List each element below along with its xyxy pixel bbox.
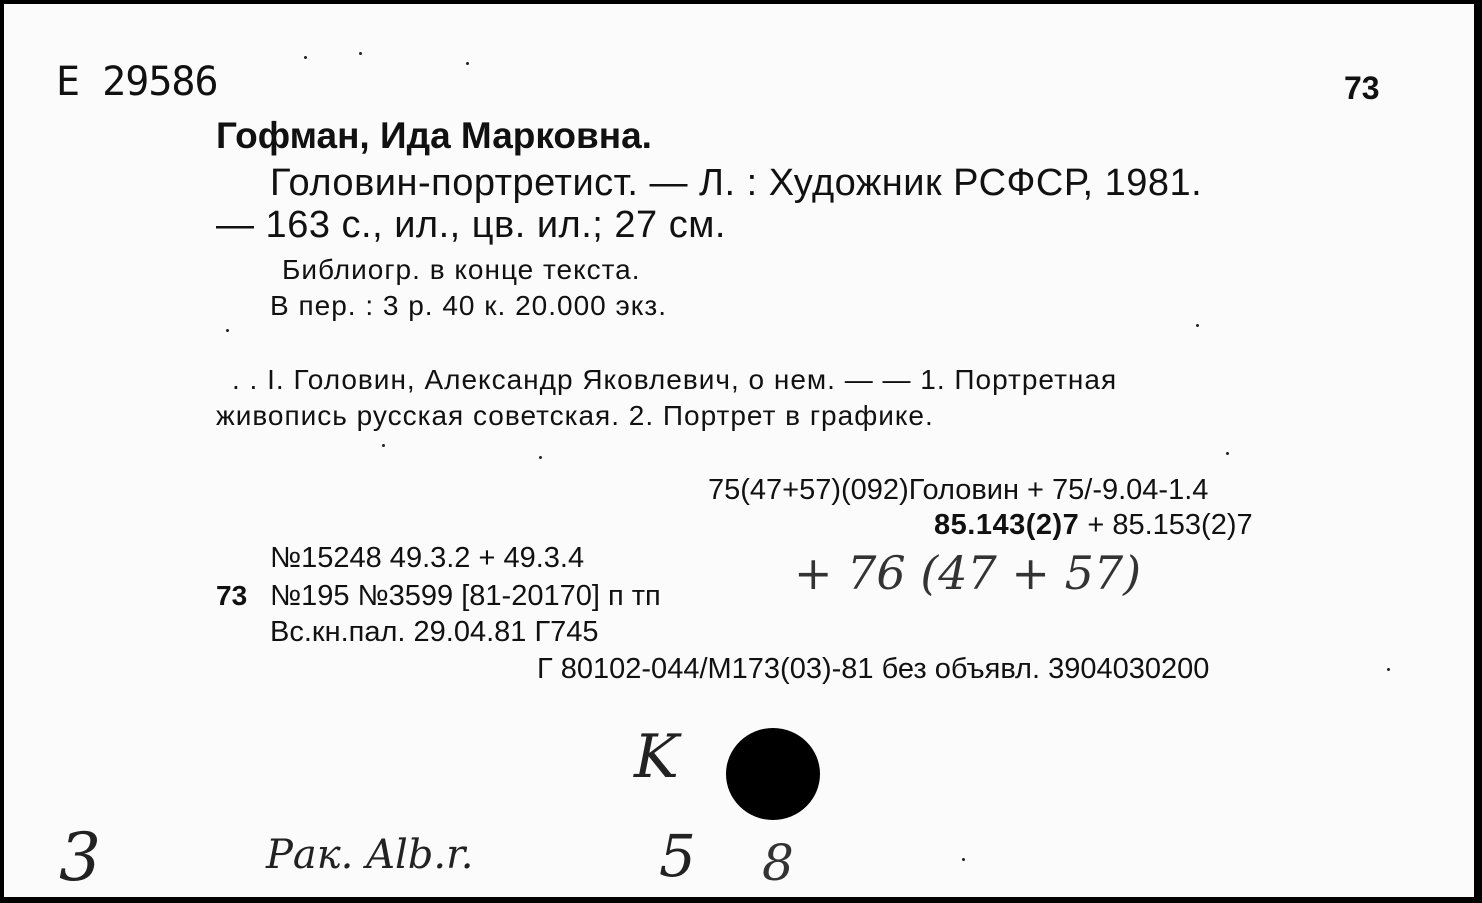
speck bbox=[1196, 324, 1199, 327]
speck bbox=[1226, 452, 1229, 455]
classification-line-1: 75(47+57)(092)Головин + 75/-9.04-1.4 bbox=[708, 474, 1209, 506]
side-number-73: 73 bbox=[216, 580, 248, 611]
bibliography-note: Библиогр. в конце текста. bbox=[282, 254, 641, 285]
index-line: Г 80102-044/М173(03)-81 без объявл. 3904030200 bbox=[537, 653, 1210, 685]
classification-bold-code: 85.143(2)7 bbox=[934, 509, 1080, 541]
speck bbox=[539, 456, 542, 459]
handwritten-number-8: 8 bbox=[762, 834, 794, 892]
author-heading: Гофман, Ида Марковна. bbox=[216, 115, 652, 156]
subjects-line-1: . . I. Головин, Александр Яковлевич, о нем. — — 1. Портретная bbox=[232, 364, 1118, 395]
accession-line-1: №15248 49.3.2 + 49.3.4 bbox=[270, 542, 585, 574]
catalog-card bbox=[4, 4, 1474, 897]
handwritten-class-addition: + 76 (47 + 57) bbox=[794, 546, 1142, 600]
handwritten-number-5: 5 bbox=[659, 822, 696, 890]
card-number: Е 29586 bbox=[56, 59, 218, 105]
title-line-1: Головин-портретист. — Л. : Художник РСФСР, 1981. bbox=[270, 162, 1203, 204]
top-number: 73 bbox=[1344, 70, 1380, 106]
black-dot-icon bbox=[726, 728, 820, 820]
speck bbox=[1387, 668, 1390, 671]
handwritten-number-3: 3 bbox=[59, 819, 101, 896]
speck bbox=[962, 858, 965, 861]
speck bbox=[359, 52, 362, 55]
classification-rest: + 85.153(2)7 bbox=[1079, 509, 1253, 541]
accession-line-2: №195 №3599 [81-20170] п тп bbox=[270, 580, 661, 612]
price-note: В пер. : 3 р. 40 к. 20.000 экз. bbox=[270, 290, 667, 321]
handwritten-k-mark: K bbox=[634, 722, 679, 792]
classification-line-2 bbox=[934, 511, 1253, 540]
speck bbox=[304, 56, 307, 59]
subjects-line-2: живопись русская советская. 2. Портрет в графике. bbox=[216, 400, 934, 431]
title-line-2: — 163 с., ил., цв. ил.; 27 см. bbox=[216, 204, 726, 246]
speck bbox=[382, 444, 385, 447]
speck bbox=[226, 329, 229, 332]
speck bbox=[466, 62, 469, 65]
handwritten-location: Рак. Alb.r. bbox=[266, 832, 474, 878]
accession-line-3: Вс.кн.пал. 29.04.81 Г745 bbox=[270, 616, 599, 648]
